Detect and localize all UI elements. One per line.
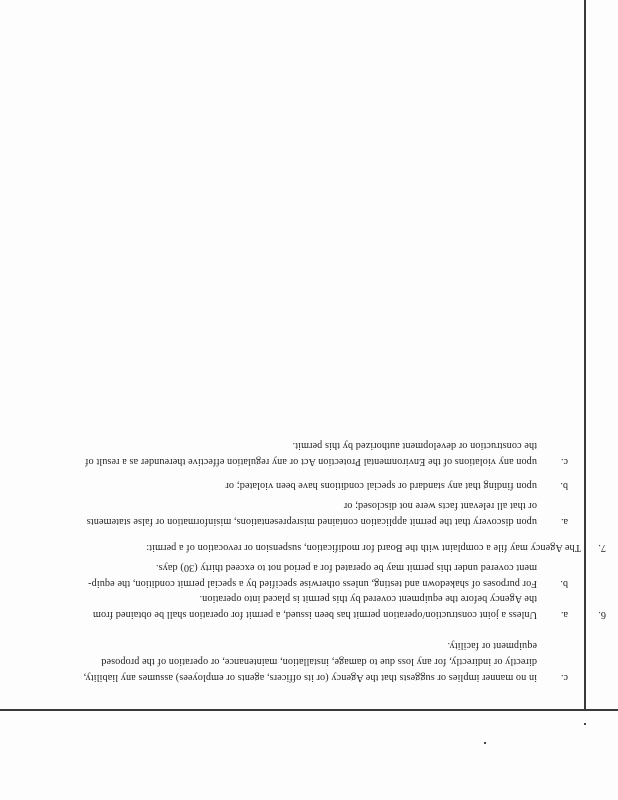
speck-mark (584, 723, 586, 725)
item-text-line: For purposes of shakedown and testing, unless otherwise specified by a special permit condition, the equip- (88, 578, 537, 589)
item-number: 6. (598, 609, 606, 620)
item-text-line: the Agency before the equipment covered by this permit is placed into operation. (199, 593, 537, 604)
item-text-line: upon any violations of the Environmental Protection Act or any regulation effective thereunder as a result of (84, 456, 537, 467)
left-border-rule (585, 0, 587, 710)
item-text-line: upon discovery that the permit application contained misrepresentations, misinformation or false statements (86, 516, 537, 527)
item-marker: b. (560, 578, 568, 589)
speck-mark (484, 742, 486, 744)
item-text-line: the construction or development authorized by this permit. (292, 440, 537, 451)
item-marker: a. (560, 516, 568, 527)
item-marker: c. (560, 456, 568, 467)
item-text-line: ment covered under this permit may be operated for a period not to exceed thirty (30) days. (155, 562, 537, 573)
item-marker: a. (560, 609, 568, 620)
item-text-line: directly or indirectly, for any loss due to damage, installation, maintenance, or operation of the proposed (101, 656, 537, 667)
item-text-line: The Agency may file a complaint with the Board for modification, suspension or revocation of a permit: (146, 542, 581, 553)
item-text-line: equipment or facility. (447, 640, 537, 651)
item-number: 7. (598, 542, 606, 553)
item-text-line: upon finding that any standard or special conditions have been violated; or (225, 480, 537, 491)
item-marker: c. (560, 672, 568, 683)
item-text-line: Unless a joint construction/operation permit has been issued, a permit for operation shall be obtained from (92, 609, 537, 620)
item-text-line: in no manner implies or suggests that the Agency (or its officers, agents or employees) assumes any liability, (83, 672, 537, 683)
item-text-line: or that all relevant facts were not disclosed; or (343, 500, 537, 511)
top-rule (0, 710, 618, 712)
item-marker: b. (560, 480, 568, 491)
